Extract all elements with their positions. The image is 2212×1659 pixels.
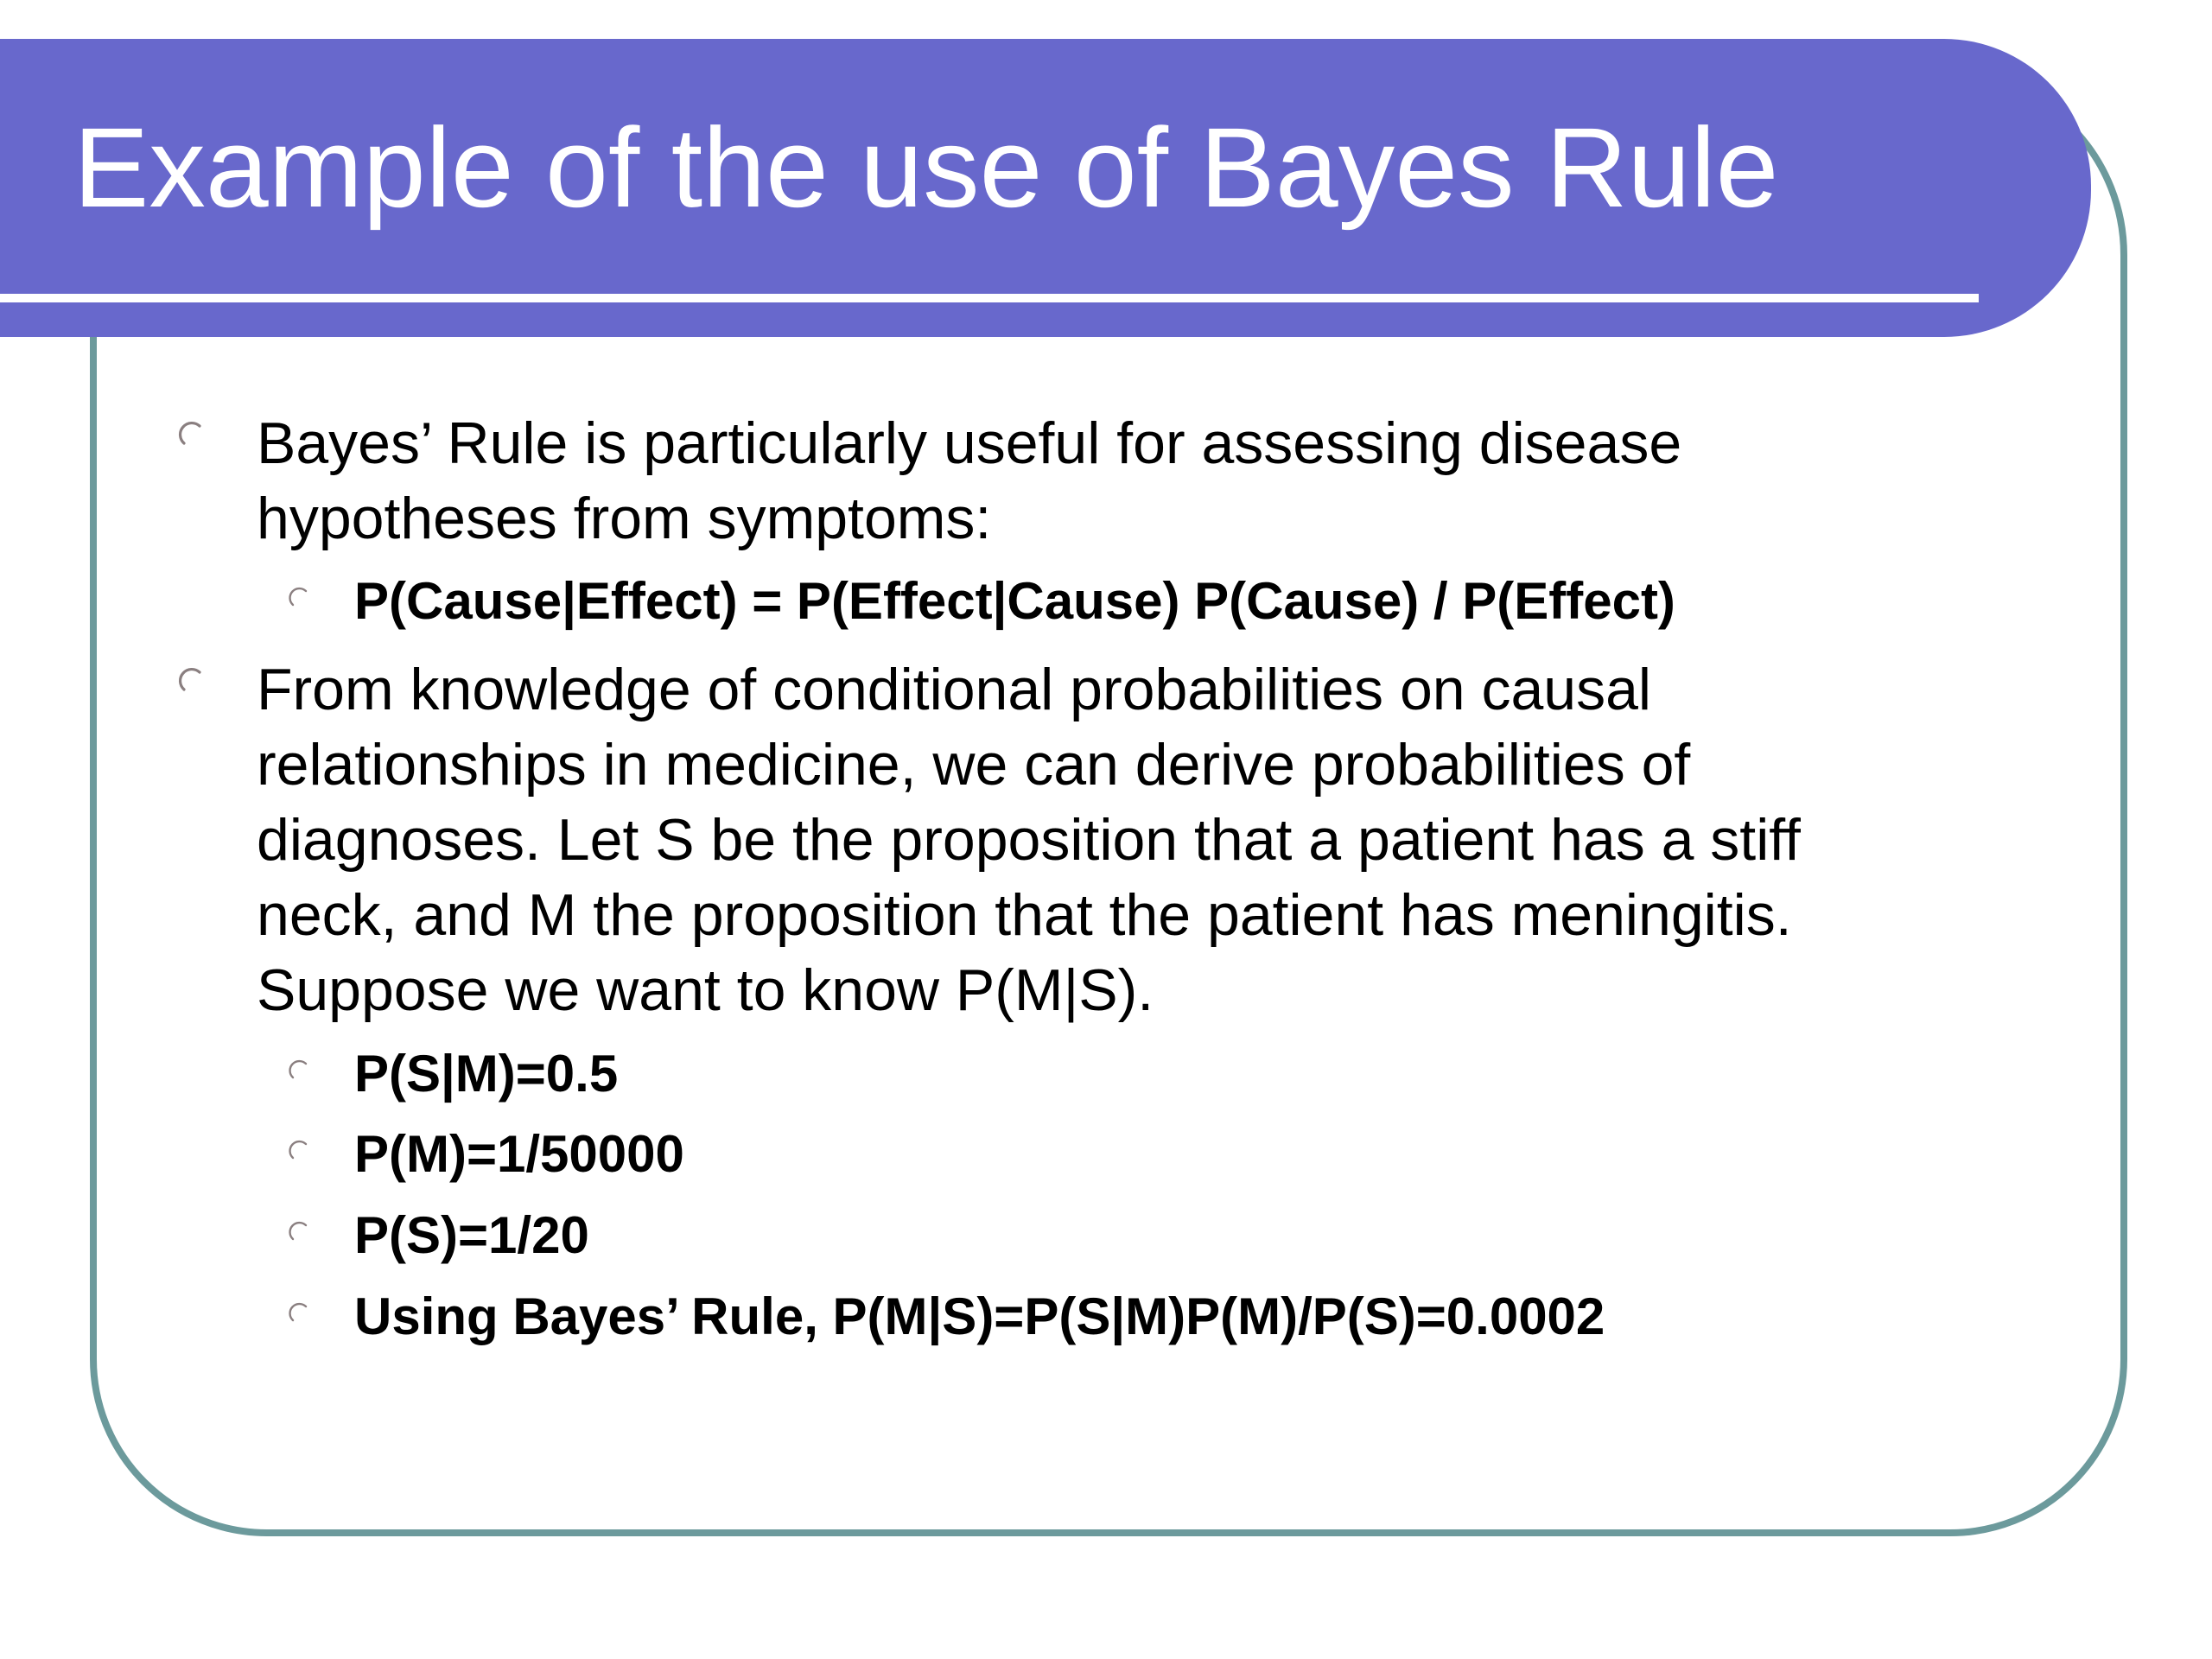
open-arc-bullet-icon — [288, 1059, 310, 1082]
slide-title: Example of the use of Bayes Rule — [73, 104, 1779, 231]
sub-bullet-text: Using Bayes’ Rule, P(M|S)=P(S|M)P(M)/P(S)=0.0002 — [354, 1287, 1605, 1345]
open-arc-bullet-icon — [177, 667, 205, 695]
sub-bullet-text: P(S)=1/20 — [354, 1206, 589, 1264]
bullet-text-1: Bayes’ Rule is particularly useful for assessing disease hypotheses from symptoms: — [257, 410, 1682, 551]
sub-bullet-text: P(M)=1/50000 — [354, 1125, 684, 1183]
open-arc-bullet-icon — [288, 1302, 310, 1325]
sub-bullet-text: P(S|M)=0.5 — [354, 1045, 619, 1103]
bullet-text-2: From knowledge of conditional probabilities on causal relationships in medicine, we can derive probabilities of diagnoses. Let S be the proposition that a patient has a stiff neck, and M the proposition that the patient has meningitis. Suppose we want to know P(M|S). — [257, 657, 1801, 1023]
open-arc-bullet-icon — [177, 421, 205, 448]
open-arc-bullet-icon — [288, 1221, 310, 1243]
open-arc-bullet-icon — [288, 1140, 310, 1162]
open-arc-bullet-icon — [288, 587, 310, 609]
sub-bullet-text: P(Cause|Effect) = P(Effect|Cause) P(Cause) / P(Effect) — [354, 572, 1675, 630]
